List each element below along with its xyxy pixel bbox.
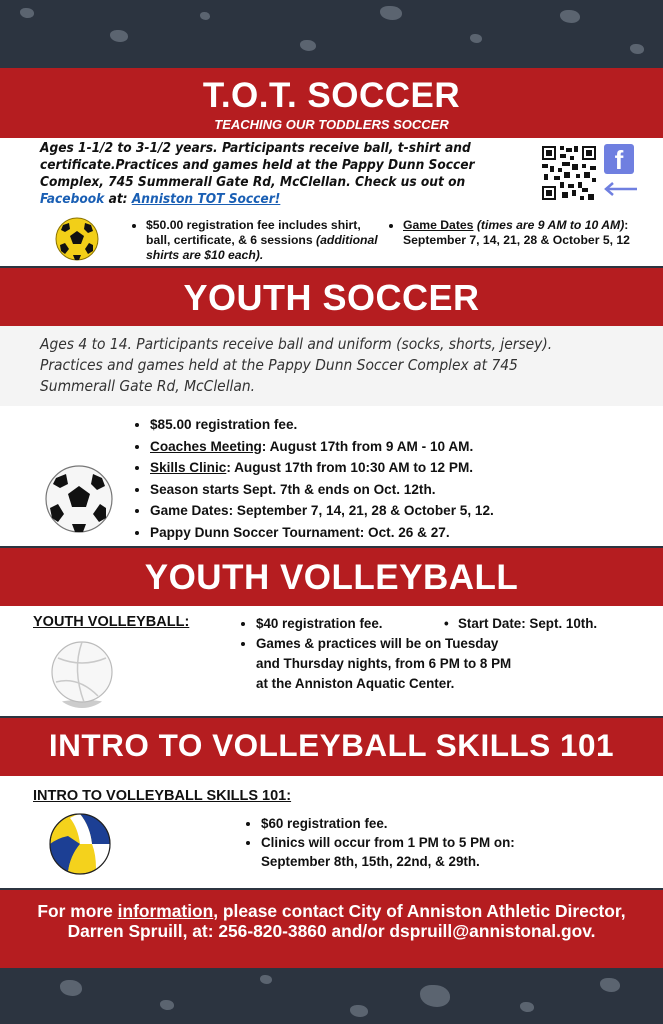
facebook-link[interactable]: Anniston TOT Soccer! xyxy=(131,191,281,207)
tot-soccer-title: T.O.T. SOCCER xyxy=(202,76,461,115)
tot-dates-item: • Game Dates (times are 9 AM to 10 AM): September 7, 14, 21, 28 & October 5, 12 xyxy=(385,218,640,248)
youth-volleyball-title: YOUTH VOLLEYBALL xyxy=(144,558,519,597)
arrow-left-icon xyxy=(604,182,638,196)
intro-volleyball-banner xyxy=(0,718,663,776)
youth-volleyball-games: • Games & practices will be on Tuesday and Thursday nights, from 6 PM to 8 PM at the Anniston Aquatic Center. xyxy=(256,634,516,694)
youth-soccer-description: Ages 4 to 14. Participants receive ball and uniform (socks, shorts, jersey). Practices and games held at the Pappy Dunn Soccer Complex at 745 Summerall Gate Rd, McClellan. xyxy=(40,335,553,395)
youth-volleyball-details xyxy=(238,614,658,694)
youth-soccer-details xyxy=(132,414,652,543)
tot-soccer-banner xyxy=(0,68,663,138)
facebook-word: Facebook xyxy=(40,191,105,207)
youth-soccer-season: • Season starts Sept. 7th & ends on Oct. 12th. xyxy=(150,479,652,501)
tot-fee-item: • $50.00 registration fee includes shirt, ball, certificate, & 6 sessions (additional shirts are $10 each). xyxy=(128,218,378,263)
youth-volleyball-start: • Start Date: Sept. 10th. xyxy=(444,616,598,631)
youth-soccer-game-dates: • Game Dates: September 7, 14, 21, 28 & October 5, 12. xyxy=(150,500,652,522)
facebook-icon[interactable]: f xyxy=(604,144,634,174)
qr-code-icon[interactable] xyxy=(540,144,598,202)
yellow-soccer-ball-icon xyxy=(55,217,99,261)
youth-soccer-description-panel xyxy=(0,326,663,406)
intro-volleyball-clinics: • Clinics will occur from 1 PM to 5 PM on: September 8th, 15th, 22nd, & 29th. xyxy=(261,833,561,871)
soccer-ball-icon xyxy=(44,464,114,534)
youth-soccer-skills: • Skills Clinic: August 17th from 10:30 AM to 12 PM. xyxy=(150,457,652,479)
youth-soccer-banner xyxy=(0,268,663,326)
blue-yellow-volleyball-icon xyxy=(48,812,112,876)
tot-soccer-panel xyxy=(0,138,663,266)
contact-text: For more information, please contact City of Anniston Athletic Director, Darren Spruill, at: 256-820-3860 and/or dspruill@annistonal.gov. xyxy=(37,901,626,941)
intro-volleyball-panel xyxy=(0,776,663,888)
youth-soccer-coaches: • Coaches Meeting: August 17th from 9 AM - 10 AM. xyxy=(150,436,652,458)
intro-volleyball-title: INTRO TO VOLLEYBALL SKILLS 101 xyxy=(48,727,615,763)
youth-soccer-panel xyxy=(0,406,663,546)
youth-soccer-fee: • $85.00 registration fee. xyxy=(150,414,652,436)
intro-volleyball-details xyxy=(243,814,643,871)
youth-volleyball-fee: $40 registration fee. xyxy=(256,616,383,631)
youth-soccer-tournament: • Pappy Dunn Soccer Tournament: Oct. 26 & 27. xyxy=(150,522,652,544)
intro-volleyball-label: INTRO TO VOLLEYBALL SKILLS 101: xyxy=(33,788,292,804)
white-volleyball-icon xyxy=(48,640,116,708)
youth-volleyball-panel xyxy=(0,606,663,716)
youth-volleyball-label: YOUTH VOLLEYBALL: xyxy=(33,614,190,630)
contact-footer xyxy=(0,890,663,968)
youth-volleyball-banner xyxy=(0,548,663,606)
intro-volleyball-fee: • $60 registration fee. xyxy=(261,814,643,833)
tot-soccer-description: Ages 1-1/2 to 3-1/2 years. Participants receive ball, t-shirt and certificate.Practices and games held at the Pappy Dunn Soccer Complex, 745 Summerall Gate Rd, McClellan. Check us out on Facebook at: Anniston TOT Soccer! xyxy=(40,140,475,207)
tot-soccer-subtitle: TEACHING OUR TODDLERS SOCCER xyxy=(214,117,449,132)
youth-soccer-title: YOUTH SOCCER xyxy=(183,277,480,318)
